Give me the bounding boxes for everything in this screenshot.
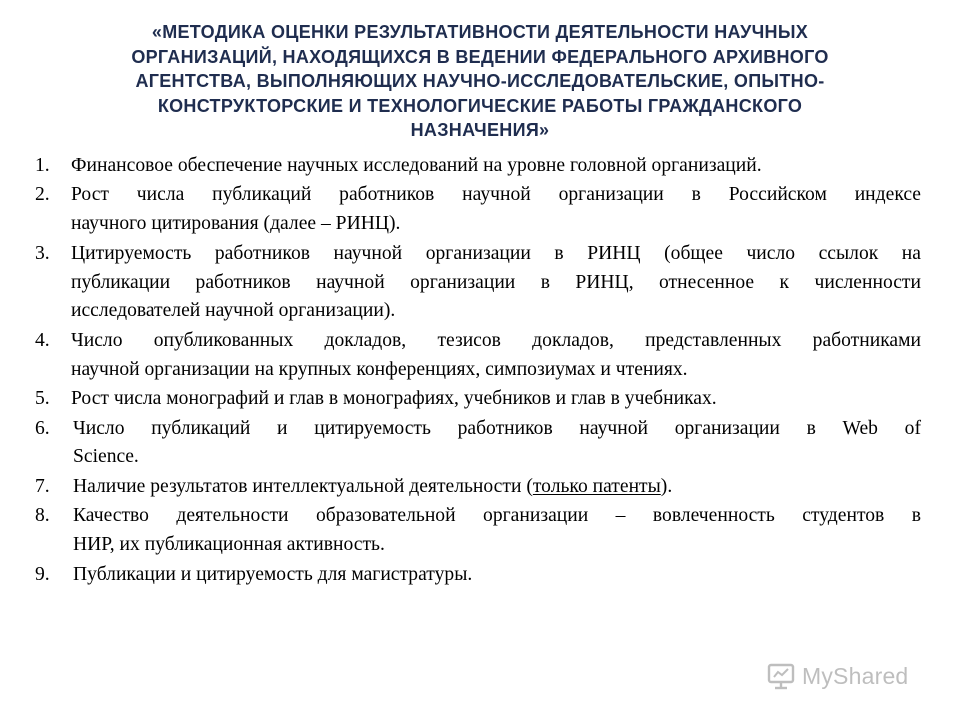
title-line: НАЗНАЧЕНИЯ» <box>410 120 550 140</box>
watermark-text: MyShared <box>802 662 909 689</box>
list-item-text: Число публикаций и цитируемость работников научной организации в Web of <box>73 417 921 439</box>
list-item-number: 5. <box>35 388 50 410</box>
list-item-number: 1. <box>35 155 50 176</box>
list-item <box>35 502 921 560</box>
list-item-text <box>73 473 921 502</box>
list-item-number: 3. <box>35 242 50 264</box>
list-item-number: 4. <box>35 329 50 351</box>
list-item-number: 7. <box>35 475 50 497</box>
list-item-text: Рост числа публикаций работников научной организации в Российском индексе <box>71 184 921 206</box>
list-item-text: НИР, их публикационная активность. <box>73 534 385 556</box>
list-item-number: 9. <box>35 563 50 585</box>
title-line: ОРГАНИЗАЦИЙ, НАХОДЯЩИХСЯ В ВЕДЕНИИ ФЕДЕРАЛЬНОГО АРХИВНОГО <box>131 46 829 67</box>
criteria-list <box>35 152 921 590</box>
list-item-number: 6. <box>35 417 50 439</box>
list-item <box>35 415 921 473</box>
title-line: «МЕТОДИКА ОЦЕНКИ РЕЗУЛЬТАТИВНОСТИ ДЕЯТЕЛЬНОСТИ НАУЧНЫХ <box>151 22 809 42</box>
list-item-number: 2. <box>35 184 50 206</box>
list-item-text: исследователей научной организации). <box>71 300 396 322</box>
list-item-text: Качество деятельности образовательной организации – вовлеченность студентов в <box>73 505 921 527</box>
list-item-text-prefix: Наличие результатов интеллектуальной деятельности ( <box>73 475 533 497</box>
list-item <box>35 240 921 326</box>
myshared-watermark <box>766 655 908 697</box>
list-item-text: Число опубликованных докладов, тезисов докладов, представленных работниками <box>71 329 921 351</box>
list-item-number: 8. <box>35 505 50 527</box>
list-item <box>35 327 921 385</box>
list-item <box>35 473 921 502</box>
list-item-text: научной организации на крупных конференциях, симпозиумах и чтениях. <box>71 358 688 380</box>
list-item-text: Рост числа монографий и глав в монографиях, учебников и глав в учебниках. <box>71 388 717 410</box>
list-item <box>35 152 921 181</box>
list-item <box>35 181 921 239</box>
title-line: АГЕНТСТВА, ВЫПОЛНЯЮЩИХ НАУЧНО-ИССЛЕДОВАТЕЛЬСКИЕ, ОПЫТНО- <box>135 71 825 91</box>
list-item-text-suffix: ). <box>660 475 673 497</box>
list-item <box>35 561 921 590</box>
title-line: КОНСТРУКТОРСКИЕ И ТЕХНОЛОГИЧЕСКИЕ РАБОТЫ ГРАЖДАНСКОГО <box>157 95 803 116</box>
presentation-board-icon <box>766 661 796 691</box>
list-item-text: Публикации и цитируемость для магистратуры. <box>73 563 473 585</box>
list-item <box>35 385 921 414</box>
list-item-text: научного цитирования (далее – РИНЦ). <box>71 213 401 235</box>
list-item-text: публикации работников научной организации в РИНЦ, отнесенное к численности <box>71 271 921 293</box>
list-item-text: Цитируемость работников научной организации в РИНЦ (общее число ссылок на <box>71 242 921 264</box>
list-item-text: Финансовое обеспечение научных исследований на уровне головной организаций. <box>71 155 762 176</box>
underlined-text: только патенты <box>532 475 661 497</box>
slide-title <box>60 20 900 143</box>
list-item-text: Science. <box>73 446 139 468</box>
